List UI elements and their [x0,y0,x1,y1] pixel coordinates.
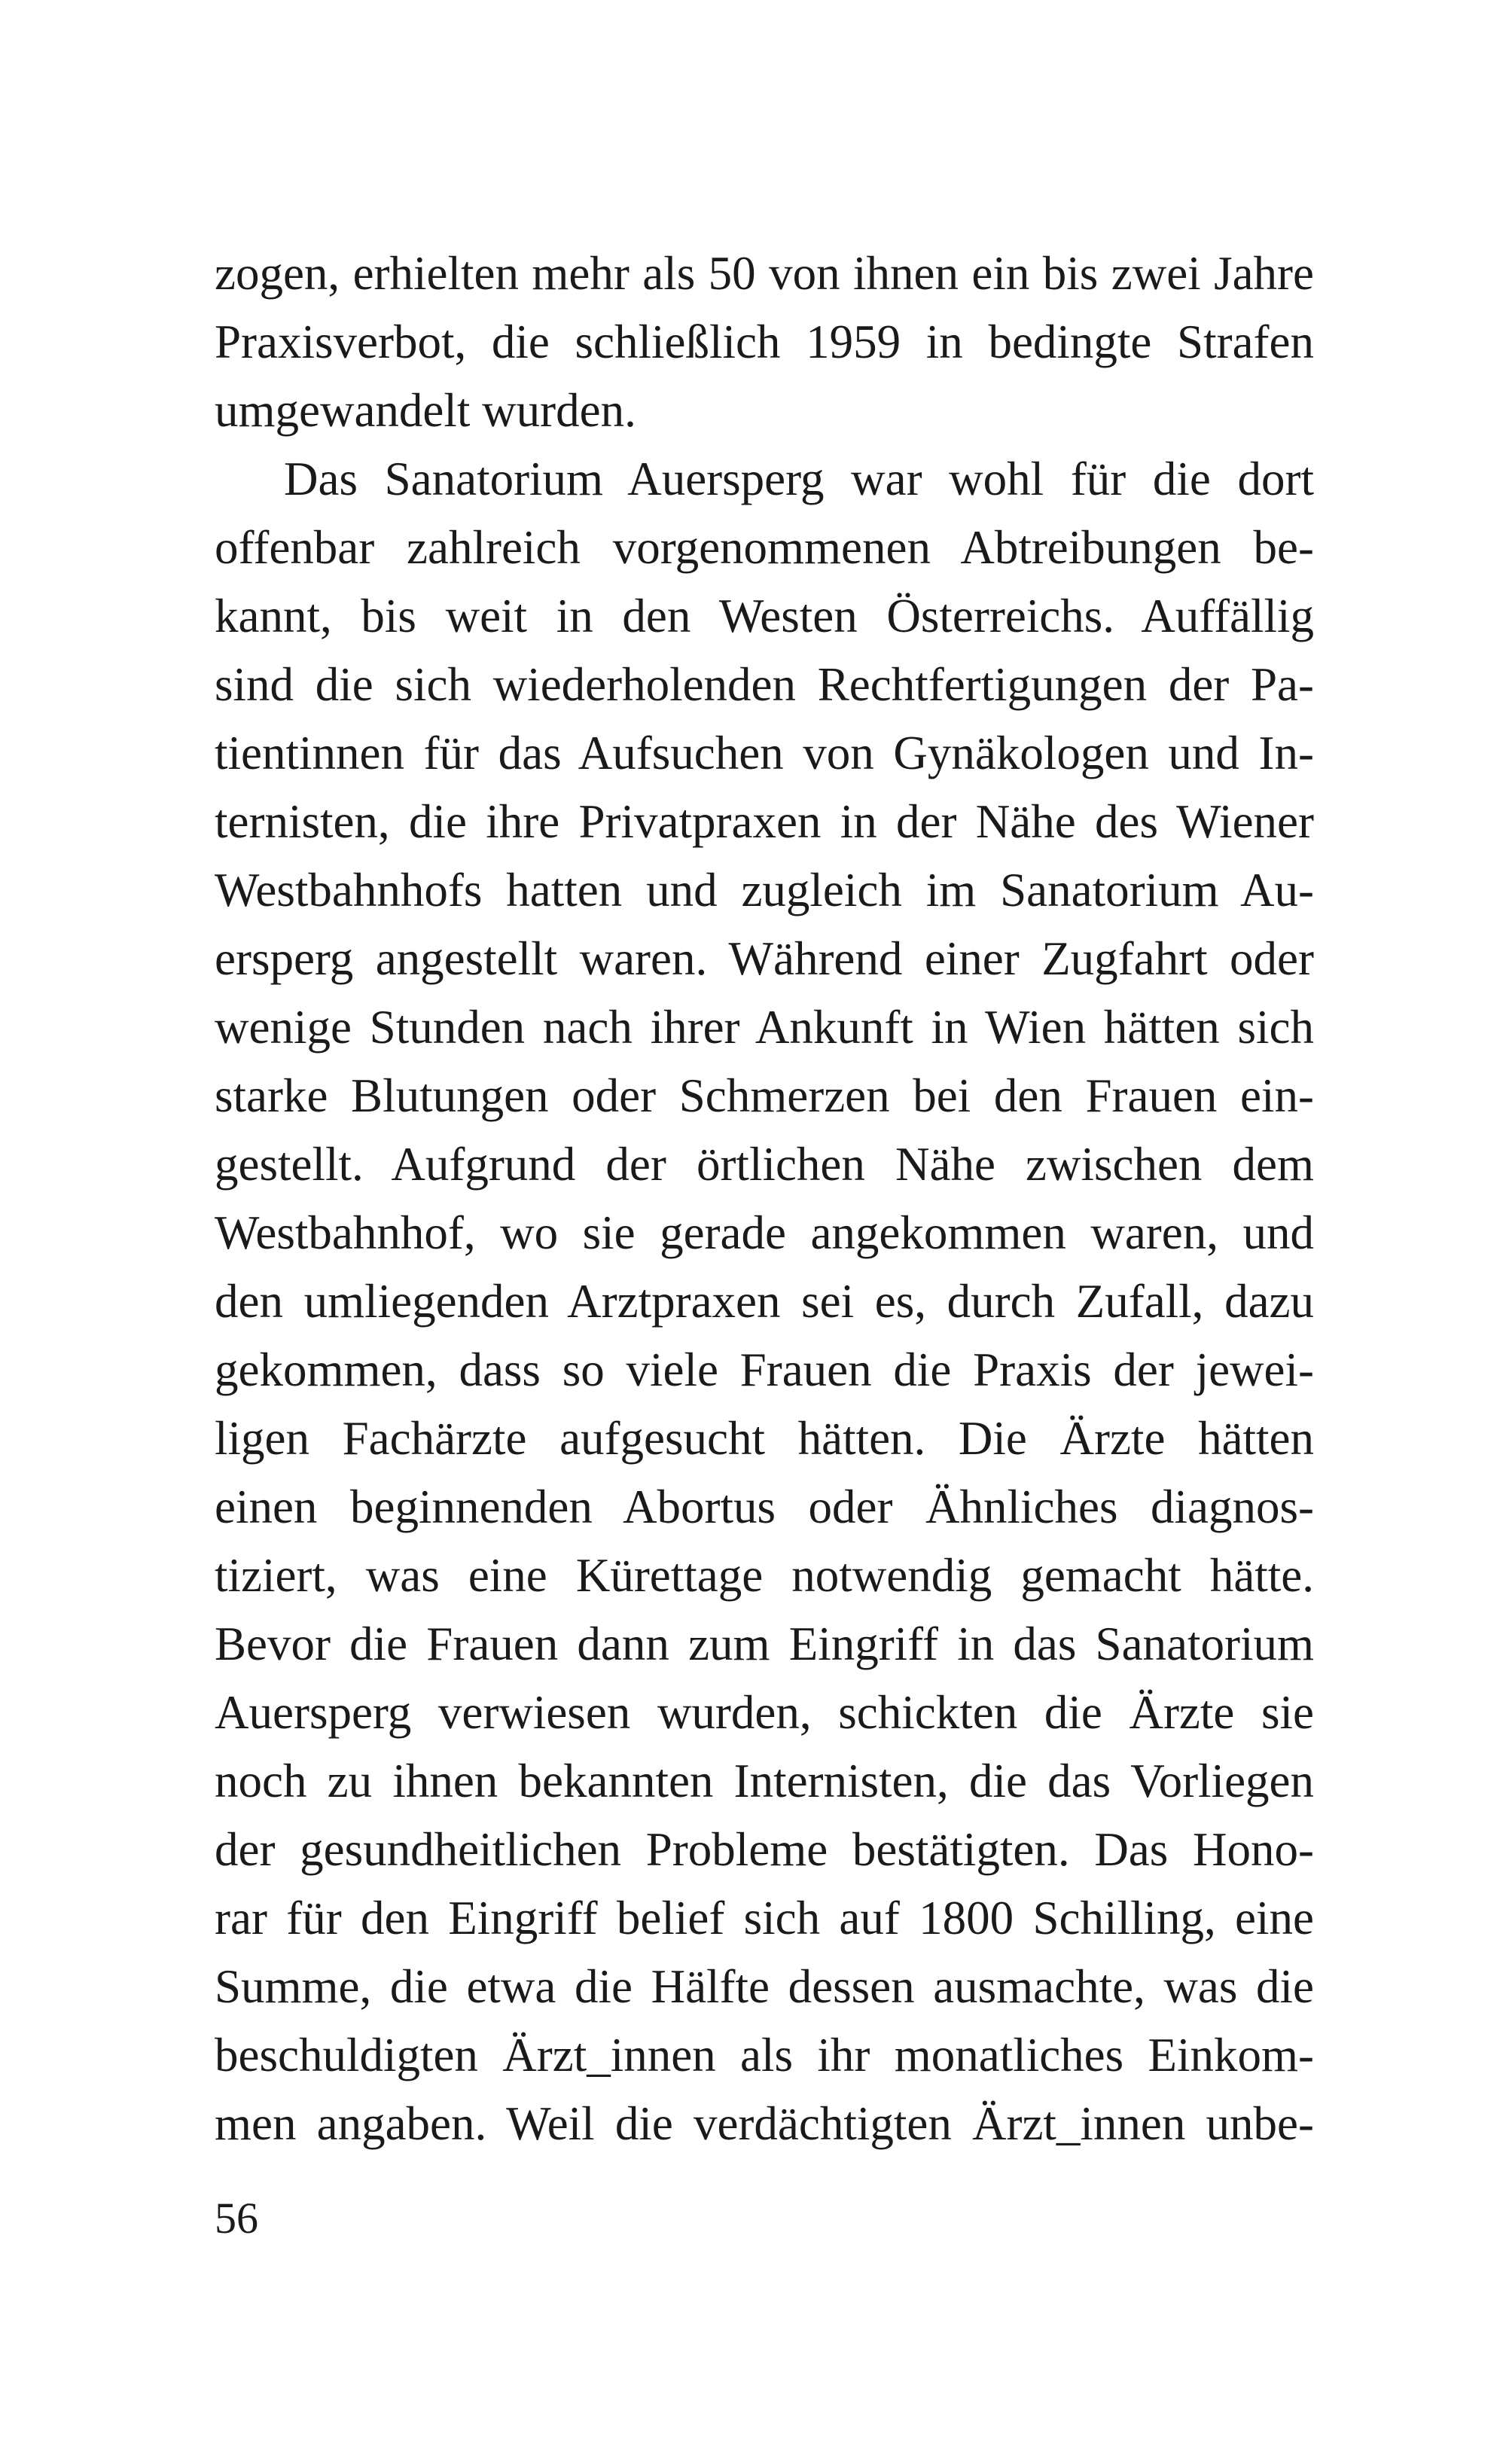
text-line: wenige Stunden nach ihrer Ankunft in Wien hätten sich [215,1001,1314,1054]
text-line: beschuldigten Ärzt_innen als ihr monatliches Einkom- [215,2029,1314,2081]
text-line: Auersperg verwiesen wurden, schickten die Ärzte sie [215,1686,1314,1739]
text-line: Westbahnhof, wo sie gerade angekommen waren, und [215,1206,1314,1259]
text-line: ersperg angestellt waren. Während einer Zugfahrt oder [215,932,1314,985]
text-line: rar für den Eingriff belief sich auf 1800 Schilling, eine [215,1892,1314,1944]
text-line: men angaben. Weil die verdächtigten Ärzt_innen unbe- [215,2097,1314,2150]
text-line: Praxisverbot, die schließlich 1959 in bedingte Strafen [215,316,1314,368]
text-line: gestellt. Aufgrund der örtlichen Nähe zwischen dem [215,1138,1314,1191]
text-line: Summe, die etwa die Hälfte dessen ausmachte, was die [215,1960,1314,2013]
text-line: umgewandelt wurden. [215,384,636,437]
text-line: den umliegenden Arztpraxen sei es, durch Zufall, dazu [215,1275,1314,1328]
text-line: Das Sanatorium Auersperg war wohl für die dort [284,453,1314,505]
text-line: ligen Fachärzte aufgesucht hätten. Die Ärzte hätten [215,1412,1314,1465]
text-line: noch zu ihnen bekannten Internisten, die das Vorliegen [215,1755,1314,1807]
text-line: sind die sich wiederholenden Rechtfertigungen der Pa- [215,658,1314,711]
text-line: kannt, bis weit in den Westen Österreichs. Auffällig [215,590,1314,642]
text-line: der gesundheitlichen Probleme bestätigten. Das Hono- [215,1823,1314,1876]
page-number: 56 [215,2194,258,2243]
text-line: tientinnen für das Aufsuchen von Gynäkologen und In- [215,727,1314,779]
text-line: Westbahnhofs hatten und zugleich im Sanatorium Au- [215,864,1314,916]
text-line: Bevor die Frauen dann zum Eingriff in das Sanatorium [215,1618,1314,1670]
text-line: einen beginnenden Abortus oder Ähnliches diagnos- [215,1481,1314,1533]
text-line: offenbar zahlreich vorgenommenen Abtreibungen be- [215,521,1314,574]
text-line: tiziert, was eine Kürettage notwendig gemacht hätte. [215,1549,1314,1602]
text-line: ternisten, die ihre Privatpraxen in der Nähe des Wiener [215,795,1314,848]
text-line: starke Blutungen oder Schmerzen bei den Frauen ein- [215,1069,1314,1122]
text-line: zogen, erhielten mehr als 50 von ihnen ein bis zwei Jahre [215,247,1314,300]
body-text [215,239,1314,2158]
text-line: gekommen, dass so viele Frauen die Praxis der jewei- [215,1343,1314,1396]
